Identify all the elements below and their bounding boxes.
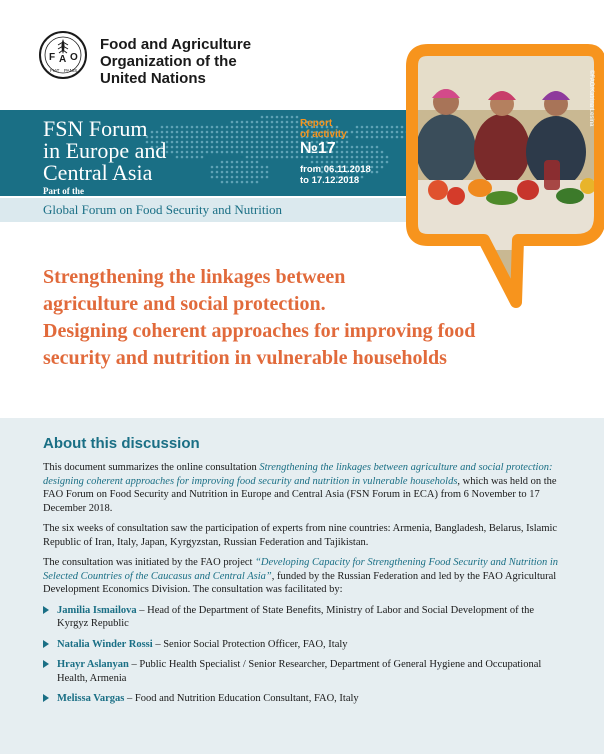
report-number: №17 [300, 140, 336, 157]
report-date-line: to 17.12.2018 [300, 175, 360, 186]
facilitator-role: – Food and Nutrition Education Consultant, FAO, Italy [124, 693, 359, 704]
p1-text-end: , which was held on the FAO Forum on Food Security and Nutrition in Europe and Central Asia (FSN Forum in ECA) from 6 November to 17 December 2018. [43, 475, 557, 514]
organization-name [100, 36, 300, 87]
organization-name-line: Organization of the [100, 53, 237, 70]
list-item [43, 604, 563, 631]
report-dates [300, 164, 380, 186]
report-date-line: from 06.11.2018 [300, 164, 371, 175]
document-title [43, 264, 563, 372]
forum-title-line: Central Asia [43, 160, 153, 185]
facilitator-role: – Public Health Specialist / Senior Researcher, Department of General Hygiene and Occupational Health, Armenia [57, 659, 542, 684]
list-item [43, 658, 563, 685]
about-paragraph-1 [43, 461, 563, 515]
p3-text-end: , funded by the Russian Federation and led by the FAO Agricultural Development Economics Division. The consultation was facilitated by: [43, 570, 557, 595]
photo-credit: ©FAO/Katrina Lesina [588, 70, 594, 127]
about-paragraph-2: The six weeks of consultation saw the participation of experts from nine countries: Armenia, Bangladesh, Belarus, Islamic Republic of Iran, Italy, Japan, Kyrgyzstan, Russian Federation and Tajikistan. [43, 523, 558, 548]
report-label [300, 118, 370, 140]
facilitator-name: Melissa Vargas [57, 693, 125, 704]
triangle-bullet-icon [43, 606, 49, 614]
facilitator-name: Jamilia Ismailova [57, 604, 137, 616]
document-title-line: agriculture and social protection. [43, 293, 326, 315]
facilitator-list [43, 604, 563, 706]
forum-title-line: FSN Forum [43, 116, 148, 141]
triangle-bullet-icon [43, 640, 49, 648]
facilitator-role: – Senior Social Protection Officer, FAO, Italy [152, 638, 348, 650]
about-heading: About this discussion [43, 435, 200, 452]
facilitator-role: – Head of the Department of State Benefits, Ministry of Labor and Social Development of the Kyrgyz Republic [57, 604, 535, 629]
p3-text-start: The consultation was initiated by the FAO project [43, 557, 256, 568]
logo-letter-a: A [59, 54, 67, 65]
organization-name-line: United Nations [100, 70, 206, 87]
report-label-line: of activity [300, 129, 347, 140]
logo-letter-f: F [49, 52, 56, 63]
logo-motto-panis: PANIS [64, 68, 78, 73]
logo-motto-fiat: FIAT [50, 68, 60, 73]
forum-title-line: in Europe and [43, 138, 167, 163]
list-item [43, 692, 563, 706]
part-of-label: Part of the [43, 186, 84, 196]
about-body [43, 461, 563, 713]
document-title-line: security and nutrition in vulnerable households [43, 347, 447, 369]
document-title-line: Strengthening the linkages between [43, 266, 346, 288]
global-forum-name: Global Forum on Food Security and Nutrition [43, 202, 283, 217]
list-item [43, 638, 563, 652]
triangle-bullet-icon [43, 694, 49, 702]
fao-logo-icon [38, 30, 88, 80]
report-label-line: Report [300, 118, 333, 129]
document-title-line: Designing coherent approaches for improving food [43, 320, 476, 342]
forum-title [43, 118, 243, 184]
project-title: “Developing Capacity for Strengthening Food Security and Nutrition in Selected Countries of the Caucasus and Central Asia” [43, 557, 559, 582]
consultation-title: Strengthening the linkages between agriculture and social protection: designing coherent approaches for improving food security and nutrition in vulnerable households [43, 462, 553, 487]
facilitator-name: Natalia Winder Rossi [57, 638, 153, 650]
p1-text-start: This document summarizes the online consultation [43, 462, 260, 473]
organization-name-line: Food and Agriculture [100, 36, 252, 53]
logo-letter-o: O [70, 52, 78, 63]
about-paragraph-3 [43, 556, 563, 597]
triangle-bullet-icon [43, 660, 49, 668]
facilitator-name: Hrayr Aslanyan [57, 659, 129, 670]
